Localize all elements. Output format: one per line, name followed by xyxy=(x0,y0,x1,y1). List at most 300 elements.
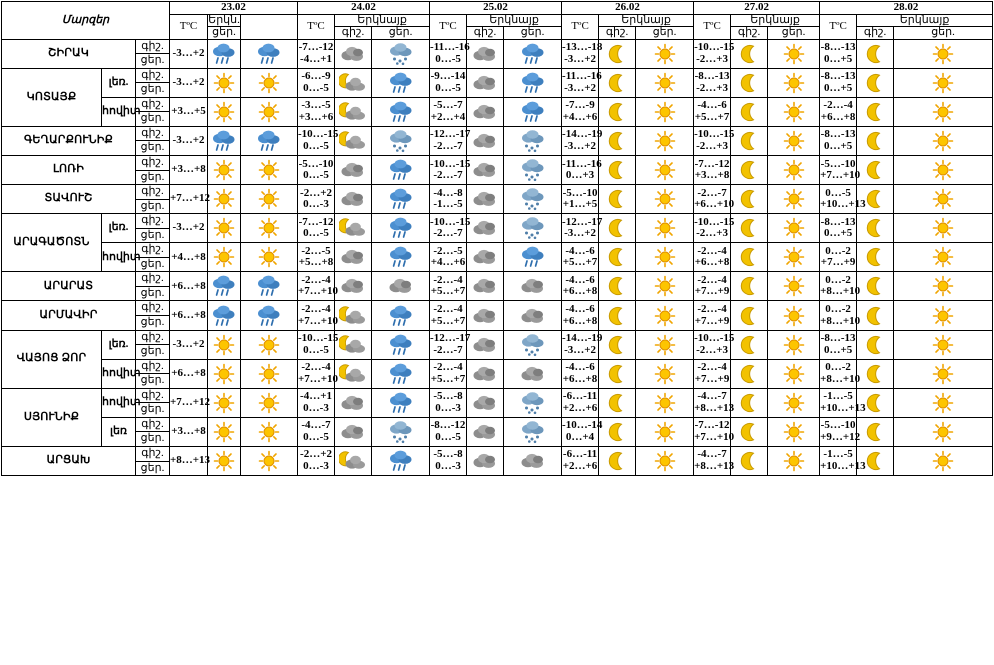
header-row-dates xyxy=(2,2,993,15)
sky-icon-cell-d4-day xyxy=(768,68,820,97)
sky-icon-cell-d3-day xyxy=(636,126,694,155)
header-sky-0: Երկն. xyxy=(208,13,240,26)
sky-icon-cell-d5-day xyxy=(894,243,993,272)
temp-cell-d4: -10…-15 -2…+3 xyxy=(694,330,731,359)
temp-cell-d5: -5…-10 +9…+12 xyxy=(820,417,857,446)
sky-icon-cell-d2-day xyxy=(504,39,562,68)
region-name-cell: ՍՅՈՒՆԻՔ xyxy=(2,388,102,446)
snow-cloud-icon xyxy=(519,420,547,444)
sky-icon-cell-d4-night xyxy=(731,330,768,359)
sky-icon-cell-d1-day xyxy=(372,185,430,214)
moon-icon xyxy=(737,450,761,472)
temp-cell-d0: +4…+8 xyxy=(170,243,208,272)
partly-cloudy-icon xyxy=(339,130,367,152)
temp-cell-d0: +3…+5 xyxy=(170,97,208,126)
moon-icon xyxy=(863,246,887,268)
sky-icon-cell-d4-day xyxy=(768,388,820,417)
sky-icon-cell-d1-night xyxy=(335,185,372,214)
sky-icon-cell-d5-night xyxy=(857,417,894,446)
temp-cell-d5: -8…-13 0…+5 xyxy=(820,214,857,243)
daypart-labels-cell: գիշ. ցեր. xyxy=(136,272,170,301)
sun-icon xyxy=(653,421,677,443)
temp-cell-d4: -2…-4 +6…+8 xyxy=(694,243,731,272)
sun-icon xyxy=(212,188,236,210)
region-subzone-cell: լեռ xyxy=(102,417,136,446)
region-name-cell: ԳԵՂԱՐՔՈՒՆԻՔ xyxy=(2,126,136,155)
header-temp-4: TºC xyxy=(694,14,731,39)
rain-cloud-icon xyxy=(387,391,415,415)
table-row xyxy=(2,388,993,417)
header-sky-2: Երկնայք xyxy=(467,14,562,27)
temp-cell-d0: +3…+8 xyxy=(170,417,208,446)
sky-icon-cell-d4-night xyxy=(731,272,768,301)
sky-icon-cell-d3-day xyxy=(636,156,694,185)
temp-cell-d3: -14…-19 -3…+2 xyxy=(562,330,599,359)
moon-icon xyxy=(863,43,887,65)
daypart-labels-cell: գիշ. ցեր. xyxy=(136,446,170,475)
temp-cell-d2: -2…-4 +5…+7 xyxy=(430,301,467,330)
moon-icon xyxy=(737,130,761,152)
sky-icon-cell-d3-night xyxy=(599,417,636,446)
sky-icon-cell-d5-night xyxy=(857,301,894,330)
moon-icon xyxy=(863,101,887,123)
sky-icon-cell-d0-day xyxy=(241,243,298,272)
partly-cloudy-icon xyxy=(339,363,367,385)
sky-icon-cell-d3-night xyxy=(599,359,636,388)
sky-icon-cell-d4-night xyxy=(731,156,768,185)
sky-icon-cell-d0-day xyxy=(241,214,298,243)
sky-icon-cell-d1-night xyxy=(335,446,372,475)
sky-icon-cell-d4-night xyxy=(731,185,768,214)
sky-icon-cell-d0-night xyxy=(208,126,241,155)
sun-icon xyxy=(257,159,281,181)
sun-icon xyxy=(782,246,806,268)
temp-cell-d4: -4…-7 +8…+13 xyxy=(694,388,731,417)
sky-icon-cell-d1-day xyxy=(372,126,430,155)
snow-cloud-icon xyxy=(519,187,547,211)
temp-cell-d1: -6…-9 0…-5 xyxy=(298,68,335,97)
sky-icon-cell-d3-day xyxy=(636,68,694,97)
sun-icon xyxy=(931,246,955,268)
table-row xyxy=(2,68,993,97)
sun-icon xyxy=(257,101,281,123)
sun-icon xyxy=(212,101,236,123)
daypart-labels-cell: գիշ. ցեր. xyxy=(136,214,170,243)
region-subzone-cell: հովիտ xyxy=(102,359,136,388)
sky-icon-cell-d1-night xyxy=(335,272,372,301)
header-night-5: գիշ. xyxy=(857,27,894,40)
sky-icon-cell-d5-day xyxy=(894,39,993,68)
sky-icon-cell-d3-day xyxy=(636,417,694,446)
rain-cloud-icon xyxy=(519,42,547,66)
sky-icon-cell-d0-day xyxy=(241,156,298,185)
sky-icon-cell-d2-night xyxy=(467,97,504,126)
sky-icon-cell-d1-day xyxy=(372,388,430,417)
sky-icon-cell-d4-night xyxy=(731,39,768,68)
sun-icon xyxy=(931,421,955,443)
region-name-cell: ԱՐԱՐԱՏ xyxy=(2,272,136,301)
table-header xyxy=(2,2,993,40)
sky-icon-cell-d5-night xyxy=(857,39,894,68)
partly-cloudy-icon xyxy=(339,72,367,94)
header-temp-3: TºC xyxy=(562,14,599,39)
sky-icon-cell-d1-day xyxy=(372,243,430,272)
sky-icon-cell-d2-night xyxy=(467,388,504,417)
sky-icon-cell-d5-day xyxy=(894,272,993,301)
header-day-1: ցեր. xyxy=(372,27,430,40)
moon-icon xyxy=(863,159,887,181)
sun-icon xyxy=(653,450,677,472)
moon-icon xyxy=(605,72,629,94)
sky-icon-cell-d1-day xyxy=(372,272,430,301)
sun-icon xyxy=(931,130,955,152)
moon-icon xyxy=(737,72,761,94)
sky-icon-cell-d0-day xyxy=(241,272,298,301)
sun-icon xyxy=(653,305,677,327)
sky-icon-cell-d5-night xyxy=(857,330,894,359)
header-day-3: ցեր. xyxy=(636,27,694,40)
moon-icon xyxy=(863,392,887,414)
moon-icon xyxy=(605,334,629,356)
rain-cloud-icon xyxy=(387,100,415,124)
sky-icon-cell-d0-day xyxy=(241,446,298,475)
temp-cell-d5: -1…-5 +10…+13 xyxy=(820,446,857,475)
sun-icon xyxy=(653,392,677,414)
sky-icon-cell-d5-day xyxy=(894,417,993,446)
sun-icon xyxy=(257,450,281,472)
sky-icon-cell-d3-day xyxy=(636,359,694,388)
sky-icon-cell-d3-day xyxy=(636,272,694,301)
temp-cell-d2: -2…-4 +5…+7 xyxy=(430,359,467,388)
temp-cell-d1: -2…+2 0…-3 xyxy=(298,446,335,475)
sky-icon-cell-d3-night xyxy=(599,243,636,272)
snow-cloud-icon xyxy=(387,42,415,66)
daypart-labels-cell: գիշ. ցեր. xyxy=(136,388,170,417)
sky-icon-cell-d2-night xyxy=(467,39,504,68)
sun-icon xyxy=(782,159,806,181)
temp-cell-d4: -2…-4 +7…+9 xyxy=(694,272,731,301)
cloud-icon xyxy=(471,275,499,297)
rain-cloud-icon xyxy=(387,158,415,182)
sun-icon xyxy=(782,392,806,414)
sun-icon xyxy=(782,188,806,210)
region-subzone-cell: լեռ. xyxy=(102,214,136,243)
moon-icon xyxy=(737,305,761,327)
sky-icon-cell-d2-day xyxy=(504,156,562,185)
forecast-table xyxy=(1,1,993,476)
temp-cell-d5: -2…-4 +6…+8 xyxy=(820,97,857,126)
region-subzone-cell: լեռ. xyxy=(102,68,136,97)
moon-icon xyxy=(605,305,629,327)
rain-cloud-icon xyxy=(255,129,283,153)
sky-icon-cell-d4-night xyxy=(731,126,768,155)
moon-icon xyxy=(863,334,887,356)
rain-cloud-icon xyxy=(387,304,415,328)
temp-cell-d5: 0…-2 +7…+9 xyxy=(820,243,857,272)
sun-icon xyxy=(653,246,677,268)
sun-icon xyxy=(257,421,281,443)
cloud-icon xyxy=(339,246,367,268)
sky-icon-cell-d0-night xyxy=(208,330,241,359)
sky-icon-cell-d3-night xyxy=(599,68,636,97)
sky-icon-cell-d2-night xyxy=(467,156,504,185)
moon-icon xyxy=(863,72,887,94)
daypart-labels-cell: գիշ. ցեր. xyxy=(136,243,170,272)
cloud-icon xyxy=(519,275,547,297)
sun-icon xyxy=(931,275,955,297)
sky-icon-cell-d4-day xyxy=(768,359,820,388)
moon-icon xyxy=(863,450,887,472)
sun-icon xyxy=(782,334,806,356)
sky-icon-cell-d3-day xyxy=(636,446,694,475)
sky-icon-cell-d5-night xyxy=(857,68,894,97)
moon-icon xyxy=(605,392,629,414)
sky-icon-cell-d3-night xyxy=(599,39,636,68)
sky-icon-cell-d1-day xyxy=(372,417,430,446)
temp-cell-d2: -10…-15 -2…-7 xyxy=(430,156,467,185)
temp-cell-d4: -2…-7 +6…+10 xyxy=(694,185,731,214)
sky-icon-cell-d5-day xyxy=(894,214,993,243)
sky-icon-cell-d5-night xyxy=(857,243,894,272)
sun-icon xyxy=(782,130,806,152)
temp-cell-d1: -5…-10 0…-5 xyxy=(298,156,335,185)
sun-icon xyxy=(257,392,281,414)
sky-icon-cell-d5-night xyxy=(857,126,894,155)
sun-icon xyxy=(931,305,955,327)
moon-icon xyxy=(737,334,761,356)
daypart-labels-cell: գիշ. ցեր. xyxy=(136,301,170,330)
sun-icon xyxy=(257,217,281,239)
temp-cell-d3: -13…-18 -3…+2 xyxy=(562,39,599,68)
table-row xyxy=(2,359,993,388)
temp-cell-d3: -11…-16 0…+3 xyxy=(562,156,599,185)
sun-icon xyxy=(257,246,281,268)
sky-icon-cell-d5-day xyxy=(894,156,993,185)
sun-icon xyxy=(653,334,677,356)
sun-icon xyxy=(931,72,955,94)
sun-icon xyxy=(257,363,281,385)
temp-cell-d2: -10…-15 -2…-7 xyxy=(430,214,467,243)
sky-icon-cell-d4-night xyxy=(731,446,768,475)
sun-icon xyxy=(931,392,955,414)
sky-icon-cell-d4-day xyxy=(768,446,820,475)
sky-icon-cell-d0-night xyxy=(208,68,241,97)
sun-icon xyxy=(931,217,955,239)
sky-icon-cell-d3-day xyxy=(636,330,694,359)
header-night-1: գիշ. xyxy=(335,27,372,40)
temp-cell-d3: -4…-6 +5…+7 xyxy=(562,243,599,272)
temp-cell-d3: -7…-9 +4…+6 xyxy=(562,97,599,126)
sun-icon xyxy=(212,363,236,385)
sky-icon-cell-d5-day xyxy=(894,126,993,155)
temp-cell-d3: -6…-11 +2…+6 xyxy=(562,446,599,475)
sky-icon-cell-d4-day xyxy=(768,243,820,272)
region-name-cell: ԼՈՌԻ xyxy=(2,156,136,185)
cloud-icon xyxy=(471,450,499,472)
rain-cloud-icon xyxy=(255,304,283,328)
temp-cell-d2: -4…-8 -1…-5 xyxy=(430,185,467,214)
sky-icon-cell-d1-day xyxy=(372,39,430,68)
sky-icon-cell-d0-day xyxy=(241,359,298,388)
snow-cloud-icon xyxy=(519,333,547,357)
sky-icon-cell-d4-day xyxy=(768,417,820,446)
temp-cell-d0: +7…+12 xyxy=(170,185,208,214)
sky-icon-cell-d3-night xyxy=(599,126,636,155)
moon-icon xyxy=(737,188,761,210)
sky-icon-cell-d5-day xyxy=(894,446,993,475)
sky-icon-cell-d2-day xyxy=(504,272,562,301)
temp-cell-d1: -3…-5 +3…+6 xyxy=(298,97,335,126)
temp-cell-d0: +6…+8 xyxy=(170,359,208,388)
temp-cell-d4: -10…-15 -2…+3 xyxy=(694,126,731,155)
sky-icon-cell-d0-night xyxy=(208,39,241,68)
sky-icon-cell-d1-day xyxy=(372,330,430,359)
moon-icon xyxy=(863,275,887,297)
sky-icon-cell-d2-day xyxy=(504,97,562,126)
sun-icon xyxy=(931,363,955,385)
cloud-icon xyxy=(519,305,547,327)
temp-cell-d4: -10…-15 -2…+3 xyxy=(694,39,731,68)
header-date-3: 26.02 xyxy=(562,2,694,15)
moon-icon xyxy=(605,159,629,181)
temp-cell-d5: -8…-13 0…+5 xyxy=(820,68,857,97)
cloud-icon xyxy=(471,421,499,443)
sky-icon-cell-d3-night xyxy=(599,301,636,330)
sky-icon-cell-d0-day xyxy=(241,126,298,155)
temp-cell-d4: -4…-6 +5…+7 xyxy=(694,97,731,126)
cloud-icon xyxy=(339,392,367,414)
sky-icon-cell-d0-night xyxy=(208,359,241,388)
temp-cell-d3: -4…-6 +6…+8 xyxy=(562,272,599,301)
cloud-icon xyxy=(339,43,367,65)
sun-icon xyxy=(257,334,281,356)
sky-icon-cell-d3-day xyxy=(636,97,694,126)
sky-icon-cell-d2-day xyxy=(504,359,562,388)
moon-icon xyxy=(737,275,761,297)
sky-icon-cell-d0-day xyxy=(241,330,298,359)
sun-icon xyxy=(653,101,677,123)
sky-icon-cell-d0-night xyxy=(208,156,241,185)
sky-icon-cell-d4-night xyxy=(731,417,768,446)
sky-icon-cell-d5-day xyxy=(894,388,993,417)
sky-icon-cell-d2-night xyxy=(467,68,504,97)
sun-icon xyxy=(653,363,677,385)
sun-icon xyxy=(653,72,677,94)
snow-cloud-icon xyxy=(387,420,415,444)
temp-cell-d5: 0…-5 +10…+13 xyxy=(820,185,857,214)
sky-icon-cell-d0-day xyxy=(241,388,298,417)
region-subzone-cell: հովիտ xyxy=(102,243,136,272)
sky-icon-cell-d0-day xyxy=(241,417,298,446)
header-night-3: գիշ. xyxy=(599,27,636,40)
moon-icon xyxy=(737,246,761,268)
sun-icon xyxy=(931,450,955,472)
sun-icon xyxy=(257,72,281,94)
sky-icon-cell-d2-night xyxy=(467,214,504,243)
sun-icon xyxy=(782,363,806,385)
cloud-icon xyxy=(471,101,499,123)
header-sky-3: Երկնայք xyxy=(599,14,694,27)
moon-icon xyxy=(737,421,761,443)
sky-icon-cell-d3-day xyxy=(636,388,694,417)
cloud-icon xyxy=(519,450,547,472)
table-row xyxy=(2,214,993,243)
table-row xyxy=(2,185,993,214)
cloud-icon xyxy=(339,275,367,297)
moon-icon xyxy=(737,43,761,65)
header-temp-2: TºC xyxy=(430,14,467,39)
moon-icon xyxy=(605,43,629,65)
sky-icon-cell-d0-day xyxy=(241,39,298,68)
sky-icon-cell-d2-night xyxy=(467,359,504,388)
region-name-cell: ՏԱՎՈՒՇ xyxy=(2,185,136,214)
sky-icon-cell-d0-day xyxy=(241,185,298,214)
cloud-icon xyxy=(471,217,499,239)
sky-icon-cell-d4-night xyxy=(731,301,768,330)
sky-icon-cell-d5-night xyxy=(857,272,894,301)
sun-icon xyxy=(782,305,806,327)
region-name-cell: ԱՐՑԱԽ xyxy=(2,446,136,475)
sky-icon-cell-d4-day xyxy=(768,214,820,243)
temp-cell-d0: +7…+12 xyxy=(170,388,208,417)
sun-icon xyxy=(212,450,236,472)
temp-cell-d0: -3…+2 xyxy=(170,126,208,155)
rain-cloud-icon xyxy=(255,42,283,66)
sun-icon xyxy=(653,43,677,65)
sky-icon-cell-d2-day xyxy=(504,214,562,243)
sky-icon-cell-d1-day xyxy=(372,68,430,97)
sky-icon-cell-d2-night xyxy=(467,301,504,330)
rain-cloud-icon xyxy=(387,333,415,357)
header-temp-5: TºC xyxy=(820,14,857,39)
temp-cell-d1: -10…-15 0…-5 xyxy=(298,126,335,155)
header-spacer-0 xyxy=(241,14,298,39)
cloud-icon xyxy=(471,72,499,94)
rain-cloud-icon xyxy=(210,304,238,328)
sky-icon-cell-d0-day xyxy=(241,97,298,126)
sun-icon xyxy=(782,43,806,65)
sky-icon-cell-d2-day xyxy=(504,68,562,97)
sky-icon-cell-d5-day xyxy=(894,97,993,126)
sun-icon xyxy=(931,159,955,181)
snow-cloud-icon xyxy=(519,391,547,415)
header-temp-0: TºC xyxy=(170,14,208,39)
table-row xyxy=(2,126,993,155)
cloud-icon xyxy=(519,363,547,385)
cloud-icon xyxy=(471,130,499,152)
daypart-labels-cell: գիշ. ցեր. xyxy=(136,330,170,359)
sun-icon xyxy=(931,188,955,210)
temp-cell-d1: -2…-4 +7…+10 xyxy=(298,272,335,301)
temp-cell-d5: -5…-10 +7…+10 xyxy=(820,156,857,185)
region-name-cell: ՇԻՐԱԿ xyxy=(2,39,136,68)
sky-icon-cell-d4-day xyxy=(768,39,820,68)
daypart-labels-cell: գիշ. ցեր. xyxy=(136,359,170,388)
partly-cloudy-icon xyxy=(339,305,367,327)
rain-cloud-icon xyxy=(387,449,415,473)
temp-cell-d3: -5…-10 +1…+5 xyxy=(562,185,599,214)
sky-icon-cell-d0-night xyxy=(208,214,241,243)
rain-cloud-icon xyxy=(255,274,283,298)
sky-icon-cell-d2-night xyxy=(467,417,504,446)
sky-icon-cell-d3-night xyxy=(599,214,636,243)
sky-icon-cell-d5-night xyxy=(857,214,894,243)
sky-icon-cell-d0-night xyxy=(208,243,241,272)
sky-icon-cell-d1-night xyxy=(335,214,372,243)
sky-icon-cell-d1-day xyxy=(372,301,430,330)
daypart-labels-cell: գիշ. ցեր. xyxy=(136,39,170,68)
temp-cell-d5: 0…-2 +8…+10 xyxy=(820,359,857,388)
